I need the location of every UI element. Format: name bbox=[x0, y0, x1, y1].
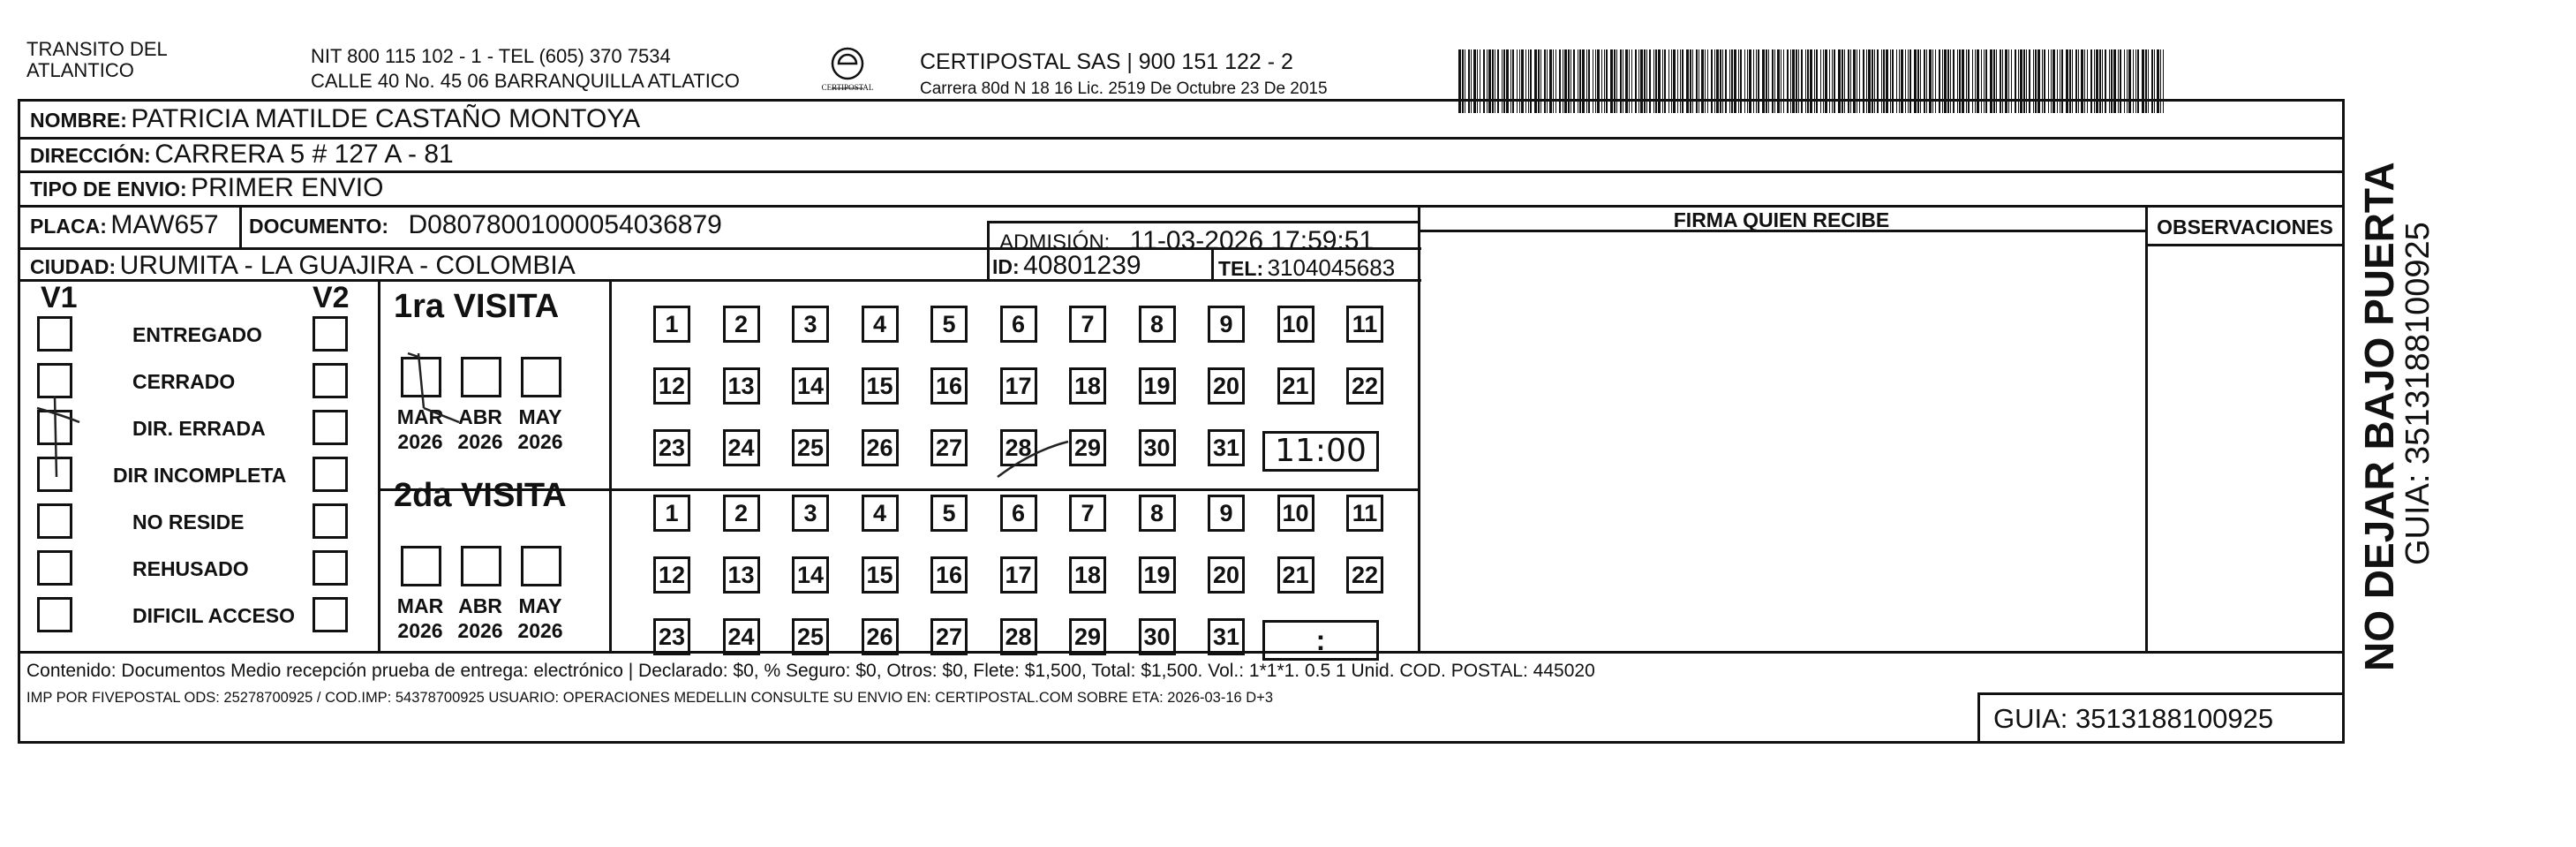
month-year: 2026 bbox=[517, 430, 563, 453]
status-label: DIR INCOMPLETA bbox=[113, 464, 287, 487]
nombre-label: NOMBRE: bbox=[30, 109, 127, 132]
day-cell[interactable]: 29 bbox=[1069, 429, 1106, 466]
col-line bbox=[1977, 692, 1980, 744]
day-cell[interactable]: 24 bbox=[723, 429, 760, 466]
carrier-name: CERTIPOSTAL SAS | 900 151 122 - 2 bbox=[920, 49, 1293, 74]
day-cell[interactable]: 21 bbox=[1277, 367, 1314, 405]
month-name: MAR bbox=[396, 405, 444, 428]
day-cell[interactable]: 18 bbox=[1069, 367, 1106, 405]
day-cell[interactable]: 7 bbox=[1069, 495, 1106, 532]
placa-value: MAW657 bbox=[110, 210, 219, 239]
observaciones-header: OBSERVACIONES bbox=[2157, 216, 2333, 238]
day-cell[interactable]: 4 bbox=[862, 495, 899, 532]
admision-value: 11-03-2026 17:59:51 bbox=[1129, 226, 1375, 255]
day-cell[interactable]: 6 bbox=[1000, 306, 1037, 343]
day-cell[interactable]: 20 bbox=[1208, 367, 1245, 405]
day-cell[interactable]: 3 bbox=[792, 495, 829, 532]
contenido-text: Contenido: Documentos Medio recepción prueba de entrega: electrónico | Declarado: $0, % Seguro: $0, Otros: $0, Flete: $1,500, Total: $1,500. Vol.: 1*1*1. 0.5 1 Unid. COD. POSTAL: 445020 bbox=[26, 661, 1595, 681]
day-cell[interactable]: 16 bbox=[930, 367, 968, 405]
admision-label: ADMISIÓN: bbox=[999, 231, 1111, 254]
day-cell[interactable]: 22 bbox=[1346, 367, 1383, 405]
firma-header: FIRMA QUIEN RECIBE bbox=[1673, 208, 1890, 231]
ciudad-value: URUMITA - LA GUAJIRA - COLOMBIA bbox=[119, 251, 576, 280]
id-label: ID: bbox=[992, 255, 1020, 278]
direccion-label: DIRECCIÓN: bbox=[30, 144, 151, 167]
day-cell[interactable]: 4 bbox=[862, 306, 899, 343]
month-name: MAY bbox=[518, 594, 562, 617]
month-year: 2026 bbox=[517, 619, 563, 642]
day-cell[interactable]: 3 bbox=[792, 306, 829, 343]
status-label: DIR. ERRADA bbox=[132, 417, 266, 440]
day-cell[interactable]: 14 bbox=[792, 556, 829, 594]
second-visit-title: 2da VISITA bbox=[394, 477, 567, 514]
handwritten-marks bbox=[0, 0, 1501, 671]
day-cell[interactable]: 21 bbox=[1277, 556, 1314, 594]
day-cell[interactable]: 22 bbox=[1346, 556, 1383, 594]
imp-text: IMP POR FIVEPOSTAL ODS: 25278700925 / COD.IMP: 54378700925 USUARIO: OPERACIONES MEDELLIN CONSULTE SU ENVIO EN: CERTIPOSTAL.COM SOBRE ETA: 2026-03-16 D+3 bbox=[26, 690, 1274, 706]
side-guia: GUIA: 3513188100925 bbox=[2399, 222, 2437, 565]
tipo-envio-value: PRIMER ENVIO bbox=[191, 173, 384, 202]
day-cell[interactable]: 26 bbox=[862, 429, 899, 466]
month-name: ABR bbox=[458, 594, 502, 617]
day-cell[interactable]: 23 bbox=[653, 618, 690, 655]
day-cell[interactable]: 17 bbox=[1000, 556, 1037, 594]
day-cell[interactable]: 13 bbox=[723, 556, 760, 594]
month-name: ABR bbox=[458, 405, 502, 428]
logo-text: CERTIPOSTAL bbox=[821, 83, 874, 92]
day-cell[interactable]: 19 bbox=[1139, 367, 1176, 405]
day-cell[interactable]: 11 bbox=[1346, 495, 1383, 532]
day-cell[interactable]: 9 bbox=[1208, 306, 1245, 343]
no-dejar-warning: NO DEJAR BAJO PUERTA bbox=[2356, 162, 2402, 671]
day-cell[interactable]: 27 bbox=[930, 429, 968, 466]
day-cell[interactable]: 2 bbox=[723, 495, 760, 532]
status-label: NO RESIDE bbox=[132, 510, 245, 533]
placa-label: PLACA: bbox=[30, 215, 107, 238]
day-cell[interactable]: 8 bbox=[1139, 306, 1176, 343]
day-cell[interactable]: 24 bbox=[723, 618, 760, 655]
month-year: 2026 bbox=[397, 619, 443, 642]
day-cell[interactable]: 25 bbox=[792, 429, 829, 466]
day-cell[interactable]: 14 bbox=[792, 367, 829, 405]
day-cell[interactable]: 9 bbox=[1208, 495, 1245, 532]
day-cell[interactable]: 28 bbox=[1000, 618, 1037, 655]
day-cell[interactable]: 30 bbox=[1139, 618, 1176, 655]
ciudad-label: CIUDAD: bbox=[30, 255, 117, 278]
month-year: 2026 bbox=[397, 430, 443, 453]
day-cell[interactable]: 27 bbox=[930, 618, 968, 655]
status-label: REHUSADO bbox=[132, 557, 249, 580]
month-name: MAY bbox=[518, 405, 562, 428]
status-label: CERRADO bbox=[132, 370, 236, 393]
day-cell[interactable]: 10 bbox=[1277, 495, 1314, 532]
day-cell[interactable]: 5 bbox=[930, 495, 968, 532]
tel-value: 3104045683 bbox=[1267, 254, 1396, 281]
day-cell[interactable]: 31 bbox=[1208, 618, 1245, 655]
carrier-address: Carrera 80d N 18 16 Lic. 2519 De Octubre 23 De 2015 bbox=[920, 79, 1328, 98]
day-cell[interactable]: 8 bbox=[1139, 495, 1176, 532]
second-visit-time[interactable]: : bbox=[1262, 620, 1379, 661]
day-cell[interactable]: 23 bbox=[653, 429, 690, 466]
status-label: ENTREGADO bbox=[132, 323, 262, 346]
first-visit-time[interactable]: 11:00 bbox=[1262, 431, 1379, 472]
row-line bbox=[1977, 692, 2345, 695]
tipo-envio-label: TIPO DE ENVIO: bbox=[30, 178, 187, 200]
nombre-value: PATRICIA MATILDE CASTAÑO MONTOYA bbox=[131, 104, 641, 133]
day-cell[interactable]: 18 bbox=[1069, 556, 1106, 594]
day-cell[interactable]: 25 bbox=[792, 618, 829, 655]
v2-label: V2 bbox=[313, 281, 350, 314]
day-cell[interactable]: 12 bbox=[653, 556, 690, 594]
documento-value: D08078001000054036879 bbox=[408, 210, 722, 239]
day-cell[interactable]: 11 bbox=[1346, 306, 1383, 343]
col-line bbox=[2145, 205, 2148, 651]
v1-label: V1 bbox=[41, 281, 78, 314]
day-cell[interactable]: 19 bbox=[1139, 556, 1176, 594]
day-cell[interactable]: 31 bbox=[1208, 429, 1245, 466]
day-cell[interactable]: 5 bbox=[930, 306, 968, 343]
day-cell[interactable]: 13 bbox=[723, 367, 760, 405]
sender-address: CALLE 40 No. 45 06 BARRANQUILLA ATLATICO bbox=[311, 70, 740, 92]
month-year: 2026 bbox=[457, 430, 503, 453]
day-cell[interactable]: 26 bbox=[862, 618, 899, 655]
day-cell[interactable]: 17 bbox=[1000, 367, 1037, 405]
month-name: MAR bbox=[396, 594, 444, 617]
day-cell[interactable]: 28 bbox=[1000, 429, 1037, 466]
day-cell[interactable]: 30 bbox=[1139, 429, 1176, 466]
id-value: 40801239 bbox=[1023, 251, 1141, 280]
day-cell[interactable]: 12 bbox=[653, 367, 690, 405]
day-cell[interactable]: 6 bbox=[1000, 495, 1037, 532]
month-year: 2026 bbox=[457, 619, 503, 642]
day-cell[interactable]: 2 bbox=[723, 306, 760, 343]
day-cell[interactable]: 7 bbox=[1069, 306, 1106, 343]
tel-label: TEL: bbox=[1218, 257, 1264, 280]
day-cell[interactable]: 15 bbox=[862, 556, 899, 594]
row-line bbox=[2145, 244, 2345, 246]
first-visit-title: 1ra VISITA bbox=[394, 288, 560, 325]
sender-name-line2: ATLANTICO bbox=[26, 59, 134, 81]
day-cell[interactable]: 20 bbox=[1208, 556, 1245, 594]
direccion-value: CARRERA 5 # 127 A - 81 bbox=[154, 140, 454, 169]
documento-label: DOCUMENTO: bbox=[249, 215, 389, 238]
day-cell[interactable]: 29 bbox=[1069, 618, 1106, 655]
sender-nit: NIT 800 115 102 - 1 - TEL (605) 370 7534 bbox=[311, 45, 671, 67]
guia-footer: GUIA: 3513188100925 bbox=[1993, 703, 2274, 734]
sender-name-line1: TRANSITO DEL bbox=[26, 38, 168, 60]
day-cell[interactable]: 15 bbox=[862, 367, 899, 405]
day-cell[interactable]: 1 bbox=[653, 306, 690, 343]
status-label: DIFICIL ACCESO bbox=[132, 604, 296, 627]
day-cell[interactable]: 16 bbox=[930, 556, 968, 594]
day-cell[interactable]: 10 bbox=[1277, 306, 1314, 343]
day-cell[interactable]: 1 bbox=[653, 495, 690, 532]
